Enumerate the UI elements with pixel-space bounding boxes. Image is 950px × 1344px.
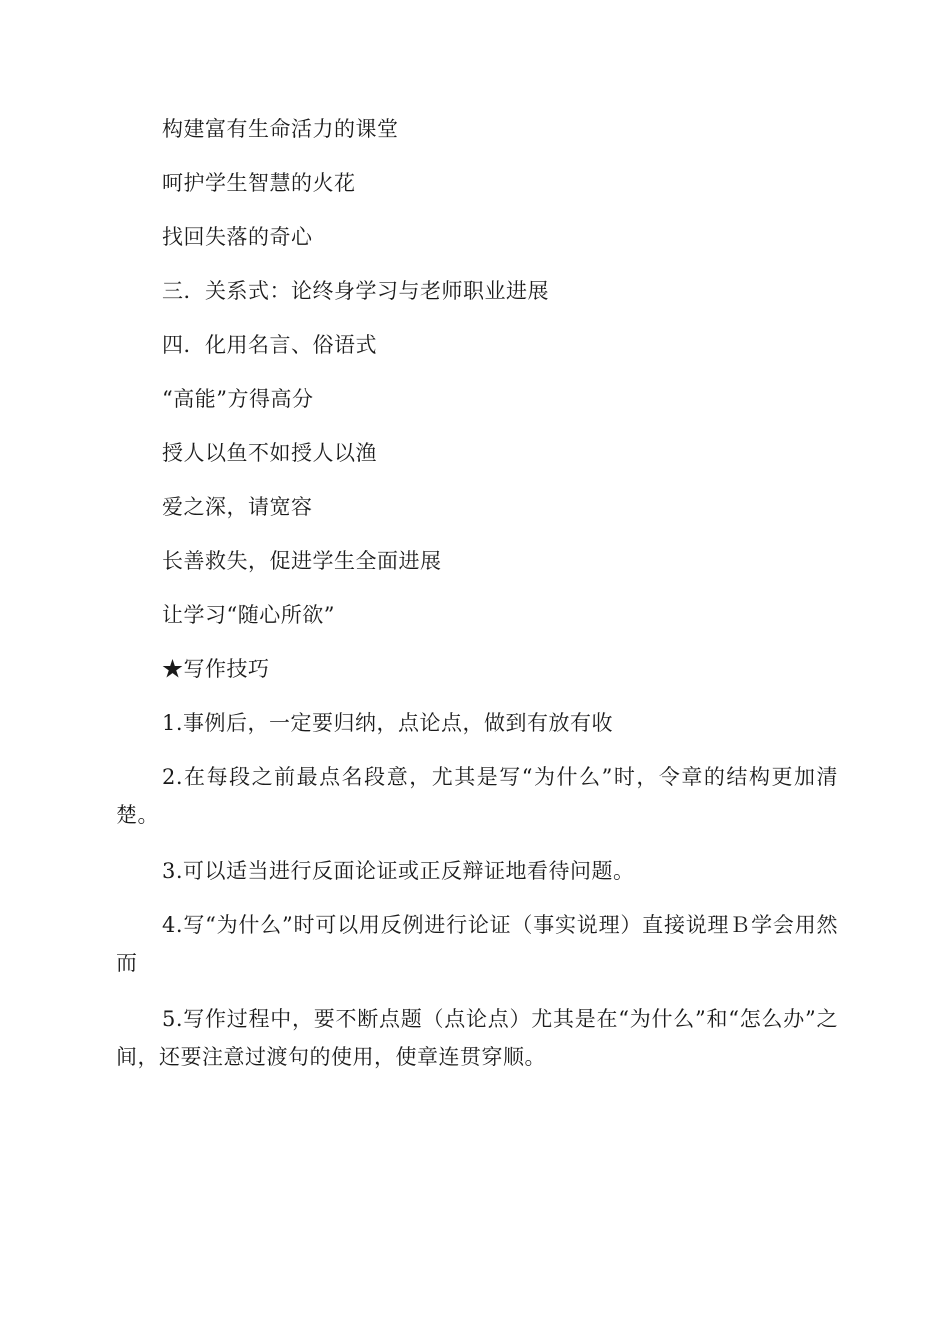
section-heading: 三．关系式：论终身学习与老师职业进展 [162,279,549,303]
heading-line: 授人以鱼不如授人以渔 [162,441,377,465]
heading-line: 爱之深，请宽容 [162,495,313,519]
tip-paragraph: 3.可以适当进行反面论证或正反辩证地看待问题。 [162,859,635,883]
tip-paragraph: 2.在每段之前最点名段意，尤其是写“为什么”时，令章的结构更加清楚。 [116,765,838,827]
heading-line: 构建富有生命活力的课堂 [162,117,399,141]
heading-line: 长善救失，促进学生全面进展 [162,549,442,573]
heading-line: 呵护学生智慧的火花 [162,171,356,195]
heading-line: “高能”方得高分 [162,387,314,411]
writing-tips-heading: ★写作技巧 [162,657,270,681]
tip-item: 1.事例后，一定要归纳，点论点，做到有放有收 [162,711,614,735]
heading-line: 让学习“随心所欲” [162,603,335,627]
tip-paragraph: 4.写“为什么”时可以用反例进行论证（事实说理）直接说理Ｂ学会用然而 [116,913,838,975]
heading-line: 找回失落的奇心 [162,225,313,249]
tip-paragraph: 5.写作过程中，要不断点题（点论点）尤其是在“为什么”和“怎么办”之间，还要注意过渡句的使用，使章连贯穿顺。 [116,1007,838,1069]
section-heading: 四．化用名言、俗语式 [162,333,377,357]
